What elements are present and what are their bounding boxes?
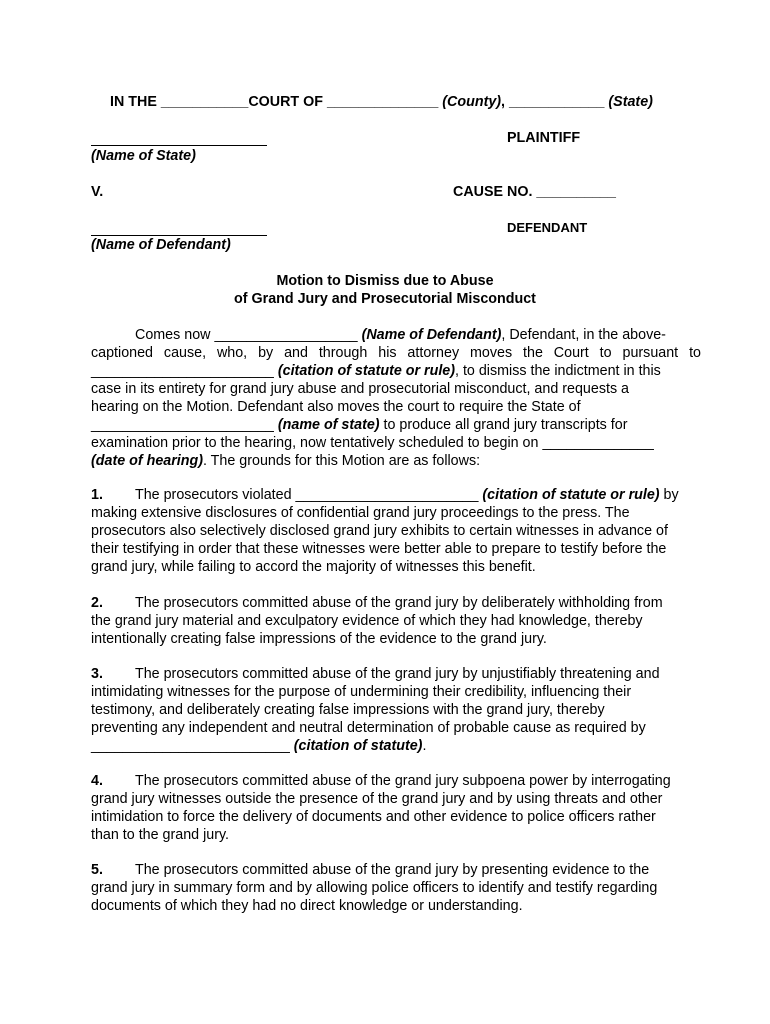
state-name-blank: _______________________ (91, 417, 274, 433)
ground-2-line-2: the grand jury material and exculpatory evidence of which they had knowledge, thereby (91, 613, 643, 629)
motion-title-line-2: of Grand Jury and Prosecutorial Misconduct (234, 291, 536, 307)
state-name-placeholder: (name of state) (277, 417, 380, 433)
intro-line-2: captioned cause, who, by and through his attorney moves the Court to pursuant to (91, 345, 701, 361)
defendant-name-placeholder: (Name of Defendant) (361, 327, 502, 343)
ground-number: 1. (91, 487, 103, 503)
intro-line-3 (91, 362, 701, 380)
citation-blank: _______________________ (295, 487, 479, 503)
cause-no-label: CAUSE NO. (453, 184, 533, 200)
intro-line-1 (91, 326, 701, 344)
ground-number: 4. (91, 773, 103, 789)
intro-text: to produce all grand jury transcripts for (379, 417, 628, 433)
cause-number-blank: __________ (536, 184, 616, 200)
ground-number: 5. (91, 862, 103, 878)
ground-5-line-1 (91, 861, 701, 879)
ground-4-line-4: than to the grand jury. (91, 827, 230, 843)
hearing-date-placeholder: (date of hearing) (91, 453, 203, 469)
ground-text: The prosecutors committed abuse of the grand jury by deliberately withholding from (135, 595, 663, 611)
ground-4-line-2: grand jury witnesses outside the presence of the grand jury and by using threats and other (91, 791, 663, 807)
intro-text: , Defendant, in the above- (501, 327, 666, 343)
court-name-blank: ___________ (160, 94, 249, 110)
ground-5-line-2: grand jury in summary form and by allowing police officers to identify and testify regarding (91, 880, 658, 896)
ground-5-line-3: documents of which they had no direct knowledge or understanding. (91, 898, 523, 914)
ground-4-line-1 (91, 772, 701, 790)
ground-2-paragraph (91, 594, 701, 648)
ground-5-paragraph (91, 861, 701, 915)
state-blank: ____________ (509, 94, 605, 110)
ground-text: by (659, 487, 679, 503)
intro-text: , to dismiss the indictment in this (455, 363, 661, 379)
name-of-state-label: (Name of State) (91, 148, 196, 164)
citation-blank: _______________________ (91, 363, 274, 379)
ground-3-line-2: intimidating witnesses for the purpose of undermining their credibility, influencing their (91, 684, 632, 700)
ground-text: The prosecutors committed abuse of the grand jury by presenting evidence to the (135, 862, 650, 878)
ground-3-paragraph (91, 665, 701, 755)
cause-number-line (453, 184, 616, 200)
ground-3-line-4: preventing any independent and neutral determination of probable cause as required by (91, 720, 646, 736)
intro-text: examination prior to the hearing, now tentatively scheduled to begin on (91, 435, 539, 451)
intro-line-5: hearing on the Motion. Defendant also moves the court to require the State of (91, 399, 581, 415)
ground-3-line-1 (91, 665, 701, 683)
intro-text: Comes now (135, 327, 211, 343)
ground-text: . (422, 738, 427, 754)
intro-line-4: case in its entirety for grand jury abuse and prosecutorial misconduct, and requests a (91, 381, 630, 397)
state-placeholder: (State) (608, 94, 653, 110)
intro-paragraph (91, 326, 701, 470)
ground-1-line-4: their testifying in order that these witnesses were better able to prepare to testify before the (91, 541, 667, 557)
name-of-defendant-label: (Name of Defendant) (91, 237, 231, 253)
ground-3-line-5 (91, 737, 701, 755)
versus-label: V. (91, 184, 104, 200)
motion-title-line-1: Motion to Dismiss due to Abuse (276, 273, 494, 289)
ground-text: The prosecutors committed abuse of the grand jury by unjustifiably threatening and (135, 666, 660, 682)
court-caption-line (110, 94, 653, 110)
ground-4-paragraph (91, 772, 701, 844)
ground-1-line-5: grand jury, while failing to accord the majority of witnesses this benefit. (91, 559, 536, 575)
citation-placeholder: (citation of statute or rule) (482, 487, 660, 503)
intro-text: . The grounds for this Motion are as follows: (203, 453, 481, 469)
caption-comma: , (501, 94, 506, 110)
ground-1-line-3: prosecutors also selectively disclosed grand jury exhibits to certain witnesses in advance of (91, 523, 668, 539)
ground-number: 2. (91, 595, 103, 611)
county-placeholder: (County) (442, 94, 502, 110)
citation-blank: _________________________ (91, 738, 290, 754)
ground-1-line-1 (91, 486, 701, 504)
intro-line-8 (91, 452, 701, 470)
intro-line-7 (91, 434, 701, 452)
defendant-label: DEFENDANT (507, 220, 588, 235)
court-of-label: COURT OF (248, 94, 323, 110)
citation-placeholder: (citation of statute) (293, 738, 423, 754)
ground-1-line-2: making extensive disclosures of confidential grand jury proceedings to the press. The (91, 505, 630, 521)
ground-2-line-3: intentionally creating false impressions of the evidence to the grand jury. (91, 631, 547, 647)
ground-2-line-1 (91, 594, 701, 612)
plaintiff-signature-line (91, 145, 267, 146)
ground-number: 3. (91, 666, 103, 682)
ground-4-line-3: intimidation to force the delivery of documents and other evidence to police officers rather (91, 809, 656, 825)
ground-3-line-3: testimony, and deliberately creating false impressions with the grand jury, thereby (91, 702, 605, 718)
plaintiff-label: PLAINTIFF (507, 130, 581, 146)
in-the-label: IN THE (110, 94, 157, 110)
hearing-date-blank: ______________ (542, 435, 654, 451)
defendant-name-blank: __________________ (214, 327, 358, 343)
ground-text: The prosecutors violated (135, 487, 292, 503)
ground-text: The prosecutors committed abuse of the grand jury subpoena power by interrogating (135, 773, 671, 789)
citation-placeholder: (citation of statute or rule) (277, 363, 456, 379)
intro-line-6 (91, 416, 701, 434)
ground-1-paragraph (91, 486, 701, 576)
county-blank: ______________ (326, 94, 439, 110)
defendant-signature-line (91, 235, 267, 236)
